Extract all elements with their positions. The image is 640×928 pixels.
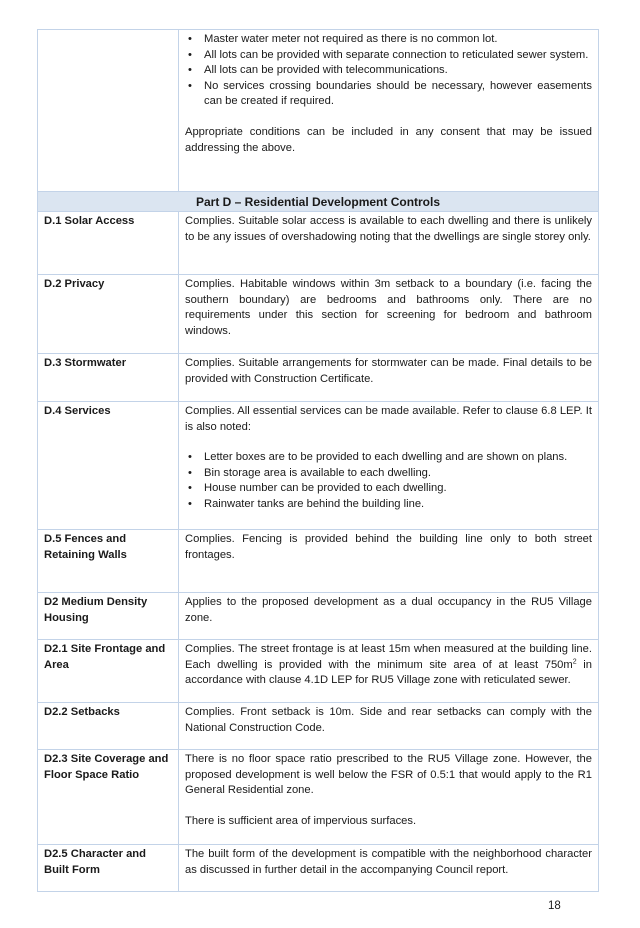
row-label: D2.5 Character and Built Form <box>38 845 179 892</box>
services-bullet-list <box>185 32 592 110</box>
row-body <box>179 354 599 402</box>
list-item: • House number can be provided to each dwelling. <box>185 481 592 497</box>
table-row <box>38 845 599 892</box>
row-label: D2.3 Site Coverage and Floor Space Ratio <box>38 750 179 845</box>
superscript: 2 <box>572 657 577 665</box>
row-body <box>179 212 599 275</box>
row-label: D.4 Services <box>38 402 179 530</box>
row-label: D2.2 Setbacks <box>38 703 179 750</box>
row-label: D.3 Stormwater <box>38 354 179 402</box>
services-bullet-list <box>185 450 592 512</box>
table-row <box>38 640 599 703</box>
row-text: Complies. Fencing is provided behind the building line only to both street frontages. <box>185 533 592 561</box>
row-body <box>179 402 599 530</box>
row-text: Complies. Habitable windows within 3m setback to a boundary (i.e. facing the southern boundary) are bedrooms and bathrooms only. There are no requirements under this section for screening for bedroom and bathroom windows. <box>185 278 592 337</box>
row-text: Complies. Suitable solar access is available to each dwelling and there is unlikely to be any issues of overshadowing noting that the dwellings are single storey only. <box>185 215 592 243</box>
row-label: D2.1 Site Frontage and Area <box>38 640 179 703</box>
table-row <box>38 530 599 593</box>
table-row <box>38 402 599 530</box>
row-text: Complies. Front setback is 10m. Side and rear setbacks can comply with the National Construction Code. <box>185 706 592 734</box>
row-text-part: in accordance with clause 4.1D LEP for RU5 Village zone with reticulated sewer. <box>185 658 592 687</box>
row-body <box>179 275 599 354</box>
row-text: The built form of the development is compatible with the neighborhood character as discussed in further detail in the accompanying Council report. <box>185 848 592 876</box>
table-row <box>38 703 599 750</box>
section-header-row <box>38 192 599 212</box>
list-item: • Rainwater tanks are behind the building line. <box>185 497 592 513</box>
table-row <box>38 750 599 845</box>
row-body <box>179 703 599 750</box>
table-row <box>38 275 599 354</box>
section-title: Part D – Residential Development Controls <box>38 192 599 212</box>
row-text: Complies. All essential services can be made available. Refer to clause 6.8 LEP. It is also noted: <box>185 405 592 433</box>
row-label: D.2 Privacy <box>38 275 179 354</box>
row-text: There is sufficient area of impervious surfaces. <box>185 814 417 827</box>
row-text: Complies. Suitable arrangements for stormwater can be made. Final details to be provided with Construction Certificate. <box>185 357 592 385</box>
page-number: 18 <box>548 900 561 912</box>
row-text-part: Complies. The street frontage is at least 15m when measured at the building line. Each dwelling is provided with the minimum site area of at least 750m <box>185 643 592 671</box>
row-label: D.5 Fences and Retaining Walls <box>38 530 179 593</box>
row-body <box>179 640 599 703</box>
row-body <box>179 593 599 640</box>
row-text <box>185 642 592 689</box>
row-body <box>179 845 599 892</box>
row-body <box>179 750 599 845</box>
row-label: D2 Medium Density Housing <box>38 593 179 640</box>
list-item: • No services crossing boundaries should be necessary, however easements can be created if required. <box>185 79 592 110</box>
table-row <box>38 30 599 192</box>
table-row <box>38 212 599 275</box>
list-item: • All lots can be provided with telecommunications. <box>185 63 592 79</box>
conditions-paragraph: Appropriate conditions can be included in any consent that may be issued addressing the above. <box>185 125 592 154</box>
list-item: • Bin storage area is available to each dwelling. <box>185 466 592 482</box>
row-text: Applies to the proposed development as a dual occupancy in the RU5 Village zone. <box>185 596 592 624</box>
row-label: D.1 Solar Access <box>38 212 179 275</box>
table-row <box>38 593 599 640</box>
controls-table <box>37 29 599 892</box>
list-item: • Letter boxes are to be provided to each dwelling and are shown on plans. <box>185 450 592 466</box>
row-body <box>179 30 599 192</box>
list-item: • Master water meter not required as there is no common lot. <box>185 32 592 48</box>
row-text: There is no floor space ratio prescribed to the RU5 Village zone. However, the proposed development is well below the FSR of 0.5:1 that would apply to the R1 General Residential zone. <box>185 753 592 797</box>
table-row <box>38 354 599 402</box>
row-body <box>179 530 599 593</box>
list-item: • All lots can be provided with separate connection to reticulated sewer system. <box>185 48 592 64</box>
row-label-empty <box>38 30 179 192</box>
